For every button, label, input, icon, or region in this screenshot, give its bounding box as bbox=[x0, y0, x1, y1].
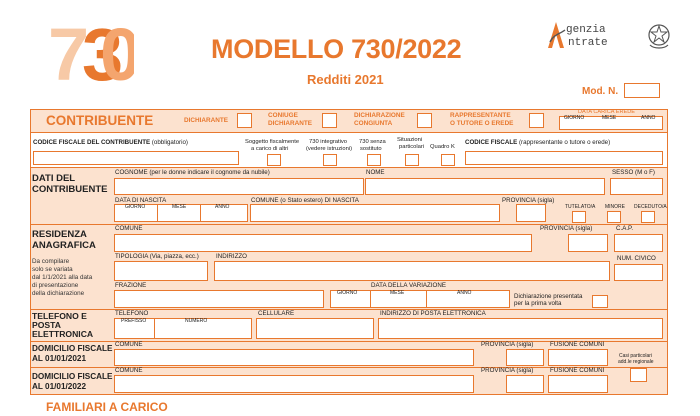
nascita-giorno-label: GIORNO bbox=[125, 204, 146, 210]
comune-2021-field[interactable] bbox=[114, 349, 474, 366]
tipologia-label: TIPOLOGIA (Via, piazza, ecc.) bbox=[115, 253, 199, 260]
svg-text:7: 7 bbox=[48, 13, 82, 92]
prefisso-label: PREFISSO bbox=[121, 318, 147, 324]
integrativo-label-1: 730 integrativo bbox=[309, 139, 348, 145]
cf-rappresentante-label: CODICE FISCALE (rappresentante o tutore o erede) bbox=[465, 139, 611, 146]
fusione-2022-field[interactable] bbox=[548, 375, 608, 393]
sesso-field[interactable] bbox=[610, 178, 663, 195]
provincia-2021-field[interactable] bbox=[506, 349, 544, 366]
minore-label: MINORE bbox=[605, 204, 625, 210]
prima-volta-label-1: Dichiarazione presentata bbox=[514, 293, 583, 300]
variazione-mese-label: MESE bbox=[390, 290, 405, 296]
residenza-note-3: di presentazione bbox=[32, 282, 79, 289]
cellulare-field[interactable] bbox=[256, 318, 374, 339]
telefono-title-1: TELEFONO E bbox=[32, 311, 87, 321]
num-civico-field[interactable] bbox=[614, 264, 663, 281]
carica-mese-label: MESE bbox=[602, 115, 617, 121]
tutelato-label: TUTELATO/A bbox=[565, 204, 596, 210]
nascita-anno-label: ANNO bbox=[215, 204, 230, 210]
residenza-note-0: Da compilare bbox=[32, 258, 70, 265]
situazioni-label-1: Situazioni bbox=[397, 137, 423, 143]
email-field[interactable] bbox=[378, 318, 663, 339]
comune-2022-field[interactable] bbox=[114, 375, 474, 393]
domicilio-2022-title-2: AL 01/01/2022 bbox=[32, 382, 87, 391]
cap-label: C.A.P. bbox=[616, 225, 634, 232]
casi-particolari-label-2: add.le regionale bbox=[618, 359, 654, 365]
senza-sostituto-label-2: sostituto bbox=[360, 146, 382, 152]
quadro-k-label: Quadro K bbox=[430, 144, 455, 150]
data-carica-erede-label: DATA CARICA EREDE bbox=[578, 109, 635, 115]
num-civico-label: NUM. CIVICO bbox=[617, 255, 656, 262]
provincia-2022-label: PROVINCIA (sigla) bbox=[481, 367, 534, 374]
familiari-title: FAMILIARI A CARICO bbox=[46, 400, 168, 414]
residenza-title-1: RESIDENZA bbox=[32, 229, 87, 240]
situazioni-label-2: particolari bbox=[399, 144, 425, 150]
cf-label: CODICE FISCALE DEL CONTRIBUENTE (obbligatorio) bbox=[33, 139, 188, 146]
cellulare-label: CELLULARE bbox=[258, 310, 295, 317]
data-variazione-label: DATA DELLA VARIAZIONE bbox=[371, 282, 446, 289]
telefono-title-3: ELETTRONICA bbox=[32, 329, 94, 339]
provincia-nascita-label: PROVINCIA (sigla) bbox=[502, 197, 555, 204]
deceduto-checkbox[interactable] bbox=[641, 211, 655, 223]
fusione-2022-label: FUSIONE COMUNI bbox=[550, 367, 605, 374]
soggetto-carico-label-1: Soggetto fiscalmente bbox=[245, 139, 300, 145]
residenza-note-4: della dichiarazione bbox=[32, 290, 85, 297]
casi-particolari-label-1: Casi particolari bbox=[619, 353, 653, 359]
domicilio-2021-title-2: AL 01/01/2021 bbox=[32, 354, 87, 363]
mod-n-label: Mod. N. bbox=[582, 86, 619, 97]
casi-particolari-checkbox[interactable] bbox=[630, 368, 647, 382]
rappresentante-checkbox[interactable] bbox=[529, 113, 544, 128]
provincia-2021-label: PROVINCIA (sigla) bbox=[481, 341, 534, 348]
provincia-residenza-field[interactable] bbox=[568, 234, 608, 252]
comune-2021-label: COMUNE bbox=[115, 341, 143, 348]
dichiarante-label: DICHIARANTE bbox=[184, 117, 229, 124]
comune-2022-label: COMUNE bbox=[115, 367, 143, 374]
senza-sostituto-label-1: 730 senza bbox=[359, 139, 386, 145]
dati-title-2: CONTRIBUENTE bbox=[32, 184, 108, 195]
frazione-label: FRAZIONE bbox=[115, 282, 147, 289]
fusione-2021-label: FUSIONE COMUNI bbox=[550, 341, 605, 348]
coniuge-checkbox[interactable] bbox=[322, 113, 337, 128]
carica-giorno-label: GIORNO bbox=[564, 115, 585, 121]
comune-residenza-field[interactable] bbox=[114, 234, 532, 252]
tutelato-checkbox[interactable] bbox=[572, 211, 586, 223]
telefono-label: TELEFONO bbox=[115, 310, 149, 317]
tipologia-field[interactable] bbox=[114, 261, 208, 281]
prima-volta-checkbox[interactable] bbox=[592, 295, 608, 308]
comune-residenza-label: COMUNE bbox=[115, 225, 143, 232]
logo-730 bbox=[48, 6, 134, 92]
quadro-k-checkbox[interactable] bbox=[441, 154, 455, 166]
variazione-anno-label: ANNO bbox=[457, 290, 472, 296]
congiunta-label-1: DICHIARAZIONE bbox=[354, 112, 405, 119]
soggetto-carico-label-2: a carico di altri bbox=[251, 146, 289, 152]
rappresentante-label-2: O TUTORE O EREDE bbox=[450, 120, 514, 127]
cognome-label: COGNOME (per le donne indicare il cognome da nubile) bbox=[115, 169, 270, 176]
provincia-residenza-label: PROVINCIA (sigla) bbox=[540, 225, 593, 232]
residenza-title-2: ANAGRAFICA bbox=[32, 240, 96, 251]
minore-checkbox[interactable] bbox=[607, 211, 621, 223]
senza-sostituto-checkbox[interactable] bbox=[367, 154, 381, 166]
agency-line1: genzia bbox=[566, 24, 606, 36]
numero-label: NUMERO bbox=[185, 318, 208, 324]
form-title: MODELLO 730/2022 bbox=[211, 34, 462, 64]
cf-rappresentante-field[interactable] bbox=[465, 151, 663, 165]
rappresentante-label-1: RAPPRESENTANTE bbox=[450, 112, 511, 119]
frazione-field[interactable] bbox=[114, 290, 324, 308]
dati-title-1: DATI DEL bbox=[32, 173, 76, 184]
mod-n-field[interactable] bbox=[624, 83, 660, 98]
variazione-giorno-label: GIORNO bbox=[337, 290, 358, 296]
telefono-title-2: POSTA bbox=[32, 320, 61, 330]
provincia-2022-field[interactable] bbox=[506, 375, 544, 393]
form-subtitle: Redditi 2021 bbox=[307, 72, 384, 87]
congiunta-checkbox[interactable] bbox=[417, 113, 432, 128]
carica-anno-label: ANNO bbox=[641, 115, 656, 121]
integrativo-checkbox[interactable] bbox=[323, 154, 337, 166]
state-emblem-icon bbox=[646, 20, 672, 50]
soggetto-carico-checkbox[interactable] bbox=[267, 154, 281, 166]
nome-field[interactable] bbox=[365, 178, 605, 195]
fusione-2021-field[interactable] bbox=[548, 349, 608, 366]
agenzia-entrate-logo bbox=[546, 18, 676, 54]
integrativo-label-2: (vedere istruzioni) bbox=[306, 146, 353, 152]
comune-nascita-field[interactable] bbox=[250, 204, 500, 222]
svg-text:3: 3 bbox=[82, 13, 124, 92]
congiunta-label-2: CONGIUNTA bbox=[354, 120, 393, 127]
residenza-note-2: dal 1/1/2021 alla data bbox=[32, 274, 93, 281]
comune-nascita-label: COMUNE (o Stato estero) DI NASCITA bbox=[251, 197, 359, 204]
situazioni-checkbox[interactable] bbox=[405, 154, 419, 166]
coniuge-label-2: DICHIARANTE bbox=[268, 120, 313, 127]
nome-label: NOME bbox=[366, 169, 385, 176]
indirizzo-label: INDIRIZZO bbox=[216, 253, 247, 260]
cf-contribuente-field[interactable] bbox=[33, 151, 239, 165]
cognome-field[interactable] bbox=[114, 178, 364, 195]
dichiarante-checkbox[interactable] bbox=[237, 113, 252, 128]
domicilio-2021-title-1: DOMICILIO FISCALE bbox=[32, 344, 113, 353]
prima-volta-label-2: per la prima volta bbox=[514, 300, 562, 307]
domicilio-2022-title-1: DOMICILIO FISCALE bbox=[32, 372, 113, 381]
sesso-label: SESSO (M o F) bbox=[612, 169, 655, 176]
indirizzo-field[interactable] bbox=[214, 261, 610, 281]
data-nascita-label: DATA DI NASCITA bbox=[115, 197, 167, 204]
nascita-mese-label: MESE bbox=[172, 204, 187, 210]
cap-field[interactable] bbox=[614, 234, 663, 252]
provincia-nascita-field[interactable] bbox=[516, 204, 546, 222]
coniuge-label-1: CONIUGE bbox=[268, 112, 298, 119]
residenza-note-1: solo se variata bbox=[32, 266, 73, 273]
agency-line2: ntrate bbox=[568, 37, 608, 49]
email-label: INDIRIZZO DI POSTA ELETTRONICA bbox=[380, 310, 486, 317]
contribuente-title: CONTRIBUENTE bbox=[46, 113, 154, 128]
svg-text:0: 0 bbox=[100, 13, 134, 92]
deceduto-label: DECEDUTO/A bbox=[634, 204, 667, 210]
